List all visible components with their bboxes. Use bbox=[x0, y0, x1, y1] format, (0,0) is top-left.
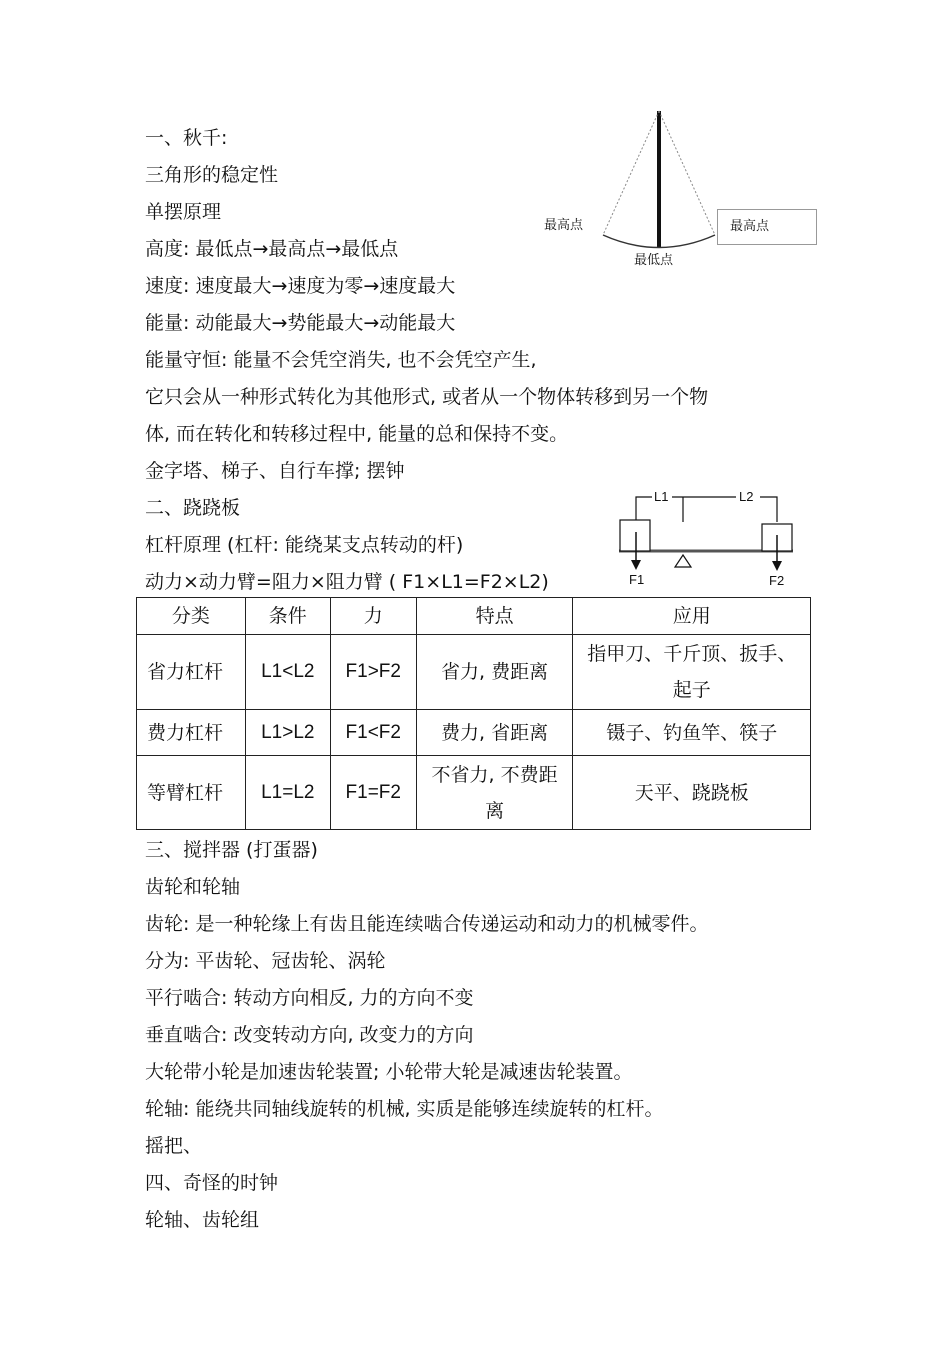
table-cell: 费力杠杆 bbox=[137, 710, 246, 756]
table-cell: 镊子、钓鱼竿、筷子 bbox=[573, 710, 811, 756]
text-line: 齿轮: 是一种轮缘上有齿且能连续啮合传递运动和动力的机械零件。 bbox=[145, 913, 709, 935]
text-line: 高度: 最低点→最高点→最低点 bbox=[145, 238, 399, 260]
text-line: 摇把、 bbox=[145, 1135, 203, 1157]
table-header: 条件 bbox=[245, 598, 330, 635]
formula-line: 动力×动力臂=阻力×阻力臂 ( F1×L1=F2×L2) bbox=[145, 571, 549, 593]
pendulum-right-label: 最高点 bbox=[717, 209, 817, 245]
text-line: 能量守恒: 能量不会凭空消失, 也不会凭空产生, bbox=[145, 349, 537, 371]
f1-label: F1 bbox=[629, 572, 645, 587]
table-header: 特点 bbox=[416, 598, 573, 635]
text-line: 杠杆原理 (杠杆: 能绕某支点转动的杆) bbox=[145, 534, 464, 556]
table-cell: F1>F2 bbox=[330, 635, 416, 710]
table-cell: F1=F2 bbox=[330, 756, 416, 830]
table-header: 力 bbox=[330, 598, 416, 635]
table-cell: 等臂杠杆 bbox=[137, 756, 246, 830]
text-line: 分为: 平齿轮、冠齿轮、涡轮 bbox=[145, 950, 386, 972]
l1-bracket bbox=[636, 497, 652, 520]
table-header: 应用 bbox=[573, 598, 811, 635]
fulcrum-triangle bbox=[675, 555, 691, 567]
text-line: 体, 而在转化和转移过程中, 能量的总和保持不变。 bbox=[145, 423, 569, 445]
text-line: 速度: 速度最大→速度为零→速度最大 bbox=[145, 275, 456, 297]
table-cell: L1=L2 bbox=[245, 756, 330, 830]
f2-arrow-head bbox=[772, 561, 782, 571]
pendulum-bottom-label: 最低点 bbox=[634, 253, 674, 268]
table-cell: F1<F2 bbox=[330, 710, 416, 756]
text-line: 它只会从一种形式转化为其他形式, 或者从一个物体转移到另一个物 bbox=[145, 386, 709, 408]
text-line: 单摆原理 bbox=[145, 201, 222, 223]
text-line: 三角形的稳定性 bbox=[145, 164, 279, 186]
table-cell: L1>L2 bbox=[245, 710, 330, 756]
section2-heading: 二、跷跷板 bbox=[145, 497, 241, 519]
section4-heading: 四、奇怪的时钟 bbox=[145, 1172, 279, 1194]
table-row bbox=[137, 710, 811, 756]
text-line: 齿轮和轮轴 bbox=[145, 876, 241, 898]
text-line: 轮轴、齿轮组 bbox=[145, 1209, 260, 1231]
table-cell: 省力杠杆 bbox=[137, 635, 246, 710]
l1-label: L1 bbox=[654, 489, 669, 504]
l2-bracket bbox=[760, 497, 777, 522]
table-header-row bbox=[137, 598, 811, 635]
lever-table bbox=[136, 597, 811, 830]
table-cell: 天平、跷跷板 bbox=[573, 756, 811, 830]
table-cell: 指甲刀、千斤顶、扳手、起子 bbox=[573, 635, 811, 710]
text-line: 金字塔、梯子、自行车撑; 摆钟 bbox=[145, 460, 405, 482]
table-cell: L1<L2 bbox=[245, 635, 330, 710]
text-line: 轮轴: 能绕共同轴线旋转的机械, 实质是能够连续旋转的杠杆。 bbox=[145, 1098, 664, 1120]
text-line: 能量: 动能最大→势能最大→动能最大 bbox=[145, 312, 456, 334]
l2-label: L2 bbox=[739, 489, 754, 504]
pendulum-left-label: 最高点 bbox=[544, 218, 584, 233]
f2-label: F2 bbox=[769, 573, 785, 588]
text-line: 大轮带小轮是加速齿轮装置; 小轮带大轮是减速齿轮装置。 bbox=[145, 1061, 633, 1083]
table-row bbox=[137, 635, 811, 710]
text-line: 平行啮合: 转动方向相反, 力的方向不变 bbox=[145, 987, 474, 1009]
left-weight bbox=[620, 520, 650, 551]
f1-arrow-head bbox=[631, 560, 641, 570]
section1-heading: 一、秋千: bbox=[145, 127, 228, 149]
table-cell: 费力, 省距离 bbox=[416, 710, 573, 756]
table-row bbox=[137, 756, 811, 830]
section3-heading: 三、搅拌器 (打蛋器) bbox=[145, 839, 318, 861]
text-line: 垂直啮合: 改变转动方向, 改变力的方向 bbox=[145, 1024, 474, 1046]
table-cell: 不省力, 不费距离 bbox=[416, 756, 573, 830]
table-header: 分类 bbox=[137, 598, 246, 635]
table-cell: 省力, 费距离 bbox=[416, 635, 573, 710]
